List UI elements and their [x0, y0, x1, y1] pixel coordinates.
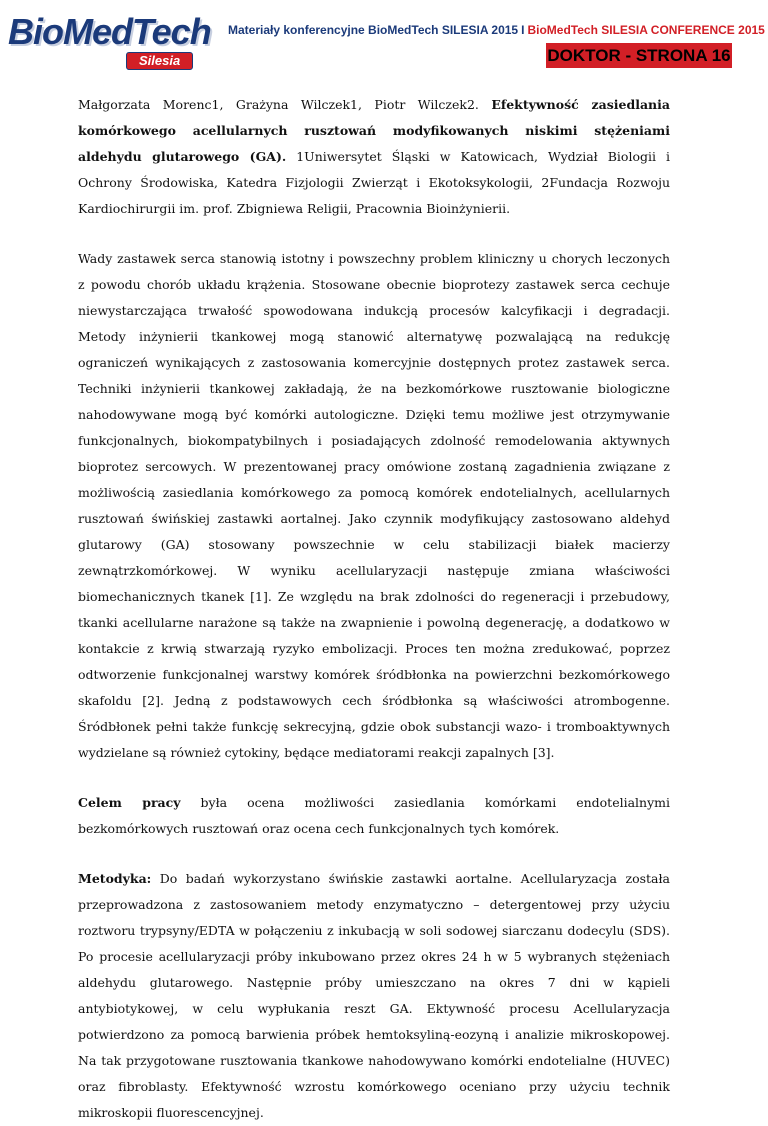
aim-label: Celem pracy	[78, 795, 181, 810]
abstract-title: Efektywność zasiedlania komórkowego acellularnych rusztowań modyfikowanych niskimi stężeniami aldehydu glutarowego (GA).	[78, 97, 670, 164]
aim-paragraph	[78, 790, 670, 842]
abstract-content	[78, 92, 670, 1126]
biomedtech-logo	[8, 11, 211, 74]
aim-text: była ocena możliwości zasiedlania komórkami endotelialnymi bezkomórkowych rusztowań oraz ocena cech funkcjonalnych tych komórek.	[78, 795, 671, 836]
conference-header	[228, 23, 768, 37]
header-title-en: BioMedTech SILESIA CONFERENCE 2015	[527, 23, 765, 37]
method-label: Metodyka:	[78, 871, 152, 886]
author-names: Małgorzata Morenc1, Grażyna Wilczek1, Piotr Wilczek2.	[78, 97, 479, 112]
page-tag-badge: DOKTOR - STRONA 16	[546, 43, 732, 68]
affiliation: 1Uniwersytet Śląski w Katowicach, Wydział Biologii i Ochrony Środowiska, Katedra Fizjologii Zwierząt i Ekotoksykologii, 2Fundacja Rozwoju Kardiochirurgii im. prof. Zbigniewa Religii, Pracownia Bioinżynierii.	[78, 149, 670, 216]
header-title-pl: Materiały konferencyjne BioMedTech SILESIA 2015	[228, 23, 519, 37]
logo-subtitle: Silesia	[126, 52, 193, 70]
authors-paragraph	[78, 92, 670, 222]
logo-wordmark: BioMedTech	[8, 11, 211, 52]
method-text: Do badań wykorzystano świńskie zastawki aortalne. Acellularyzacja została przeprowadzona z zastosowaniem metody enzymatyczno – detergentowej przy użyciu roztworu trypsyny/EDTA w połączeniu z inkubacją w soli sodowej siarczanu dodecylu (SDS). Po procesie acellularyzacji próby inkubowano przez okres 24 h w 5 wybranych stężeniach aldehydu glutarowego. Następnie próby umieszczano na okres 7 dni w kąpieli antybiotykowej, w celu wypłukania reszt GA. Ektywność procesu Acellularyzacja potwierdzono za pomocą barwienia próbek hemtoksyliną-eozyną i analizie mikroskopowej. Na tak przygotowane rusztowania tkankowe nahodowywano komórki endotelialne (HUVEC) oraz fibroblasty. Efektywność wzrostu komórkowego oceniano przy użyciu technik mikroskopii fluorescencyjnej.	[78, 871, 670, 1120]
intro-paragraph: Wady zastawek serca stanowią istotny i powszechny problem kliniczny u chorych leczonych z powodu chorób układu krążenia. Stosowane obecnie bioprotezy zastawek serca cechuje niewystarczająca trwałość spowodowana indukcją procesów kalcyfikacji i degradacji. Metody inżynierii tkankowej mogą stanowić alternatywę pozwalającą na redukcję ograniczeń wynikających z zastosowania komercyjnie dostępnych protez zastawek serca. Techniki inżynierii tkankowej zakładają, że na bezkomórkowe rusztowanie biologiczne nahodowywane mogą być komórki autologiczne. Dzięki temu możliwe jest otrzymywanie funkcjonalnych, biokompatybilnych i posiadających zdolność remodelowania aktywnych bioprotez sercowych. W prezentowanej pracy omówione zostaną zagadnienia związane z możliwością zasiedlania komórkowego za pomocą komórek endotelialnych, acellularnych rusztowań świńskiej zastawki aortalnej. Jako czynnik modyfikujący zastosowano aldehyd glutarowy (GA) stosowany powszechnie w celu stabilizacji białek macierzy zewnątrzkomórkowej. W wyniku acellularyzacji następuje zmiana właściwości biomechanicznych tkanek [1]. Ze względu na brak zdolności do regeneracji i przebudowy, tkanki acellularne narażone są także na zwapnienie i powolną degenerację, a dodatkowo w kontakcie z krwią stwarzają ryzyko embolizacji. Proces ten można zredukować, poprzez odtworzenie funkcjonalnej warstwy komórek śródbłonka na powierzchni bezkomórkowego skafoldu [2]. Jedną z podstawowych cech śródbłonka są właściwości atrombogenne. Śródbłonek pełni także funkcję sekrecyjną, gdzie obok substancji wazo- i tromboaktywnych wydzielane są również cytokiny, będące mediatorami reakcji zapalnych [3].	[78, 251, 670, 760]
method-paragraph	[78, 866, 670, 1126]
header-separator: I	[521, 23, 525, 37]
